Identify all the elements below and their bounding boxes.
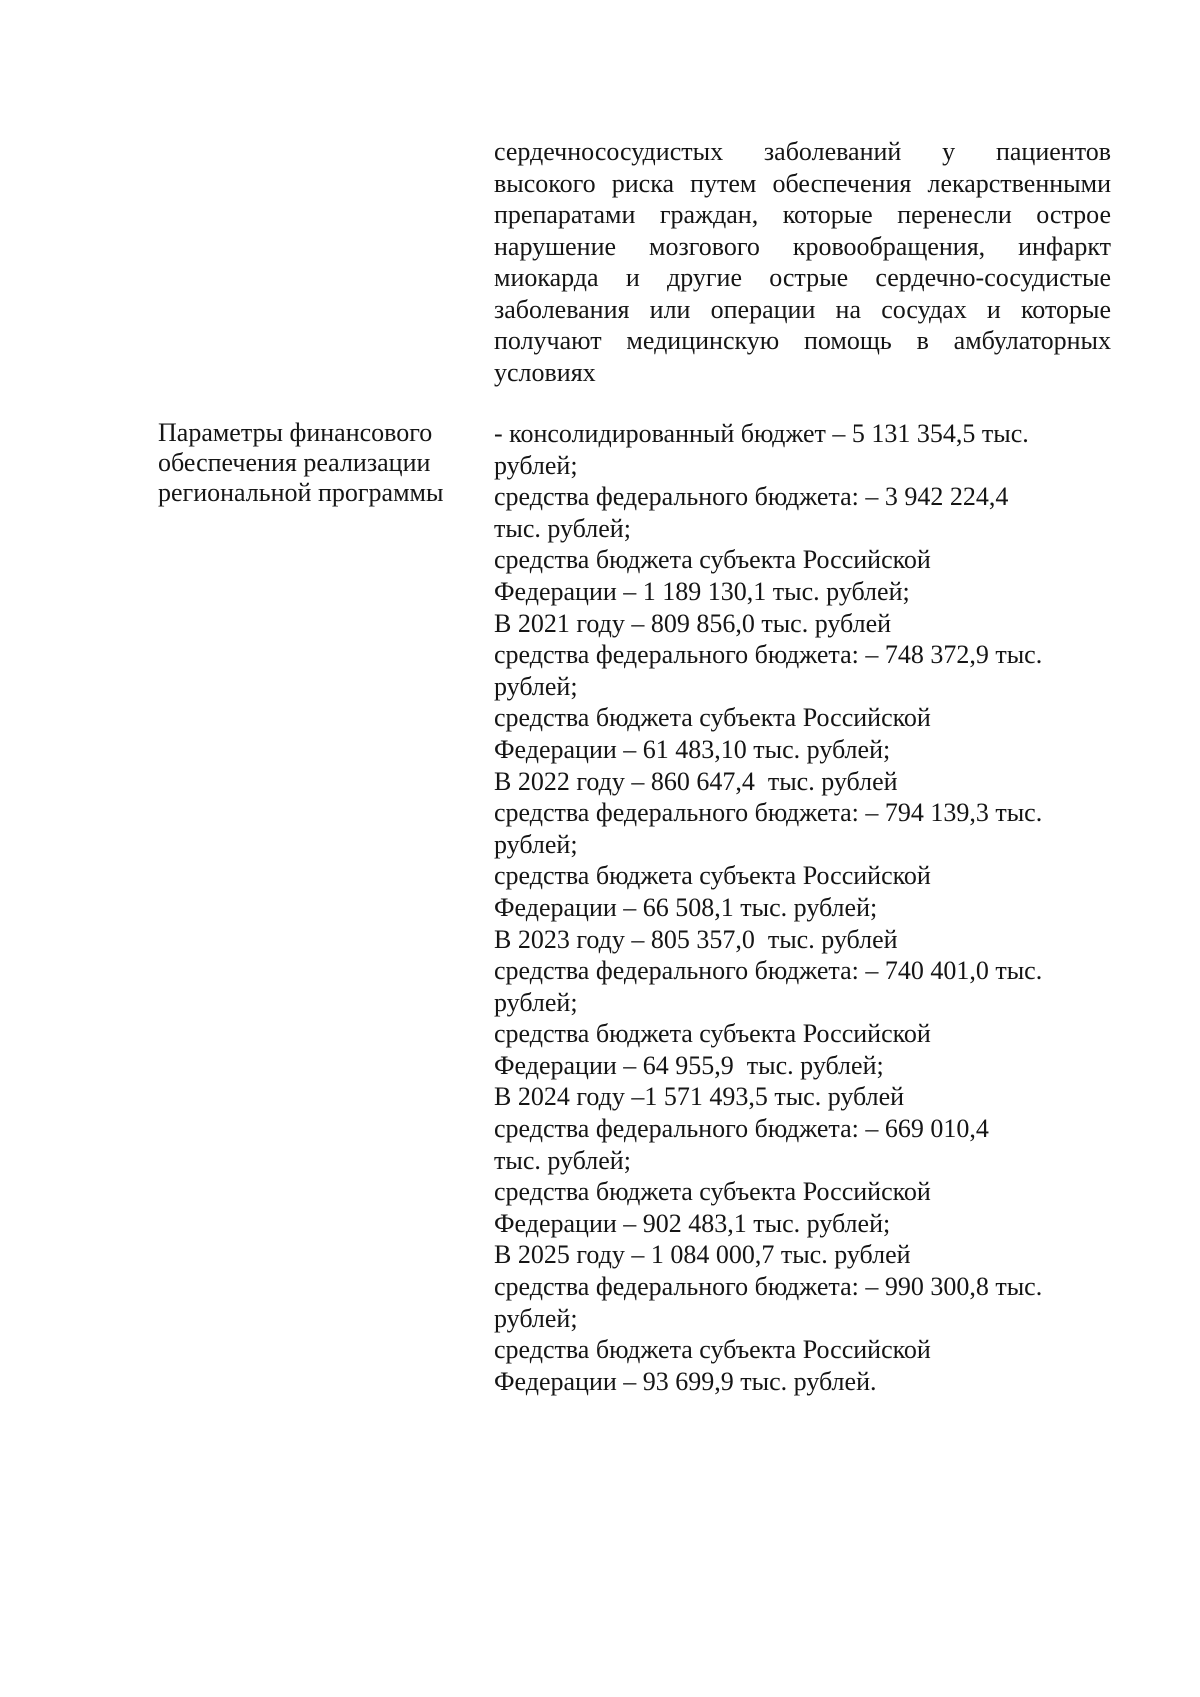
financing-line: средства бюджета субъекта Российской [494,545,931,575]
financing-parameters-label: Параметры финансового обеспечения реализации региональной программы [158,418,444,507]
financing-line: тыс. рублей; [494,1145,631,1175]
financing-line: рублей; [494,829,578,859]
financing-line: средства федерального бюджета: – 3 942 224,4 [494,482,1009,512]
financing-line: Федерации – 66 508,1 тыс. рублей; [494,892,878,922]
financing-line: Федерации – 902 483,1 тыс. рублей; [494,1208,891,1238]
financing-line: средства бюджета субъекта Российской [494,861,931,891]
financing-line: средства бюджета субъекта Российской [494,1019,931,1049]
financing-line: Федерации – 93 699,9 тыс. рублей. [494,1366,877,1396]
program-goal-continuation: сердечнососудистых заболеваний у пациентов высокого риска путем обеспечения лекарственными препаратами граждан, которые перенесли острое нарушение мозгового кровообращения, инфаркт миокарда и другие острые сердечно-сосудистые заболевания или операции на сосудах и которые получают медицинскую помощь в амбулаторных условиях [494,137,1111,387]
financing-parameters-value [494,418,1124,1397]
financing-line: В 2021 году – 809 856,0 тыс. рублей [494,608,892,638]
financing-line: средства федерального бюджета: – 669 010,4 [494,1114,989,1144]
financing-line: средства федерального бюджета: – 794 139,3 тыс. [494,798,1043,828]
financing-line: средства бюджета субъекта Российской [494,1177,931,1207]
financing-line: В 2023 году – 805 357,0 тыс. рублей [494,924,898,954]
financing-line: В 2022 году – 860 647,4 тыс. рублей [494,766,898,796]
financing-line: средства федерального бюджета: – 740 401,0 тыс. [494,956,1043,986]
financing-line: В 2025 году – 1 084 000,7 тыс. рублей [494,1240,911,1270]
financing-line: рублей; [494,671,578,701]
financing-line: Федерации – 1 189 130,1 тыс. рублей; [494,576,910,606]
financing-line: средства федерального бюджета: – 990 300,8 тыс. [494,1272,1043,1302]
financing-line: Федерации – 64 955,9 тыс. рублей; [494,1050,884,1080]
financing-line: средства бюджета субъекта Российской [494,1335,931,1365]
financing-line: рублей; [494,450,578,480]
financing-line: средства федерального бюджета: – 748 372,9 тыс. [494,640,1043,670]
financing-line: рублей; [494,987,578,1017]
financing-line: В 2024 году –1 571 493,5 тыс. рублей [494,1082,905,1112]
financing-line: - консолидированный бюджет – 5 131 354,5 тыс. [494,419,1029,448]
financing-line: рублей; [494,1303,578,1333]
financing-line: Федерации – 61 483,10 тыс. рублей; [494,734,891,764]
financing-line: средства бюджета субъекта Российской [494,703,931,733]
financing-line: тыс. рублей; [494,513,631,543]
